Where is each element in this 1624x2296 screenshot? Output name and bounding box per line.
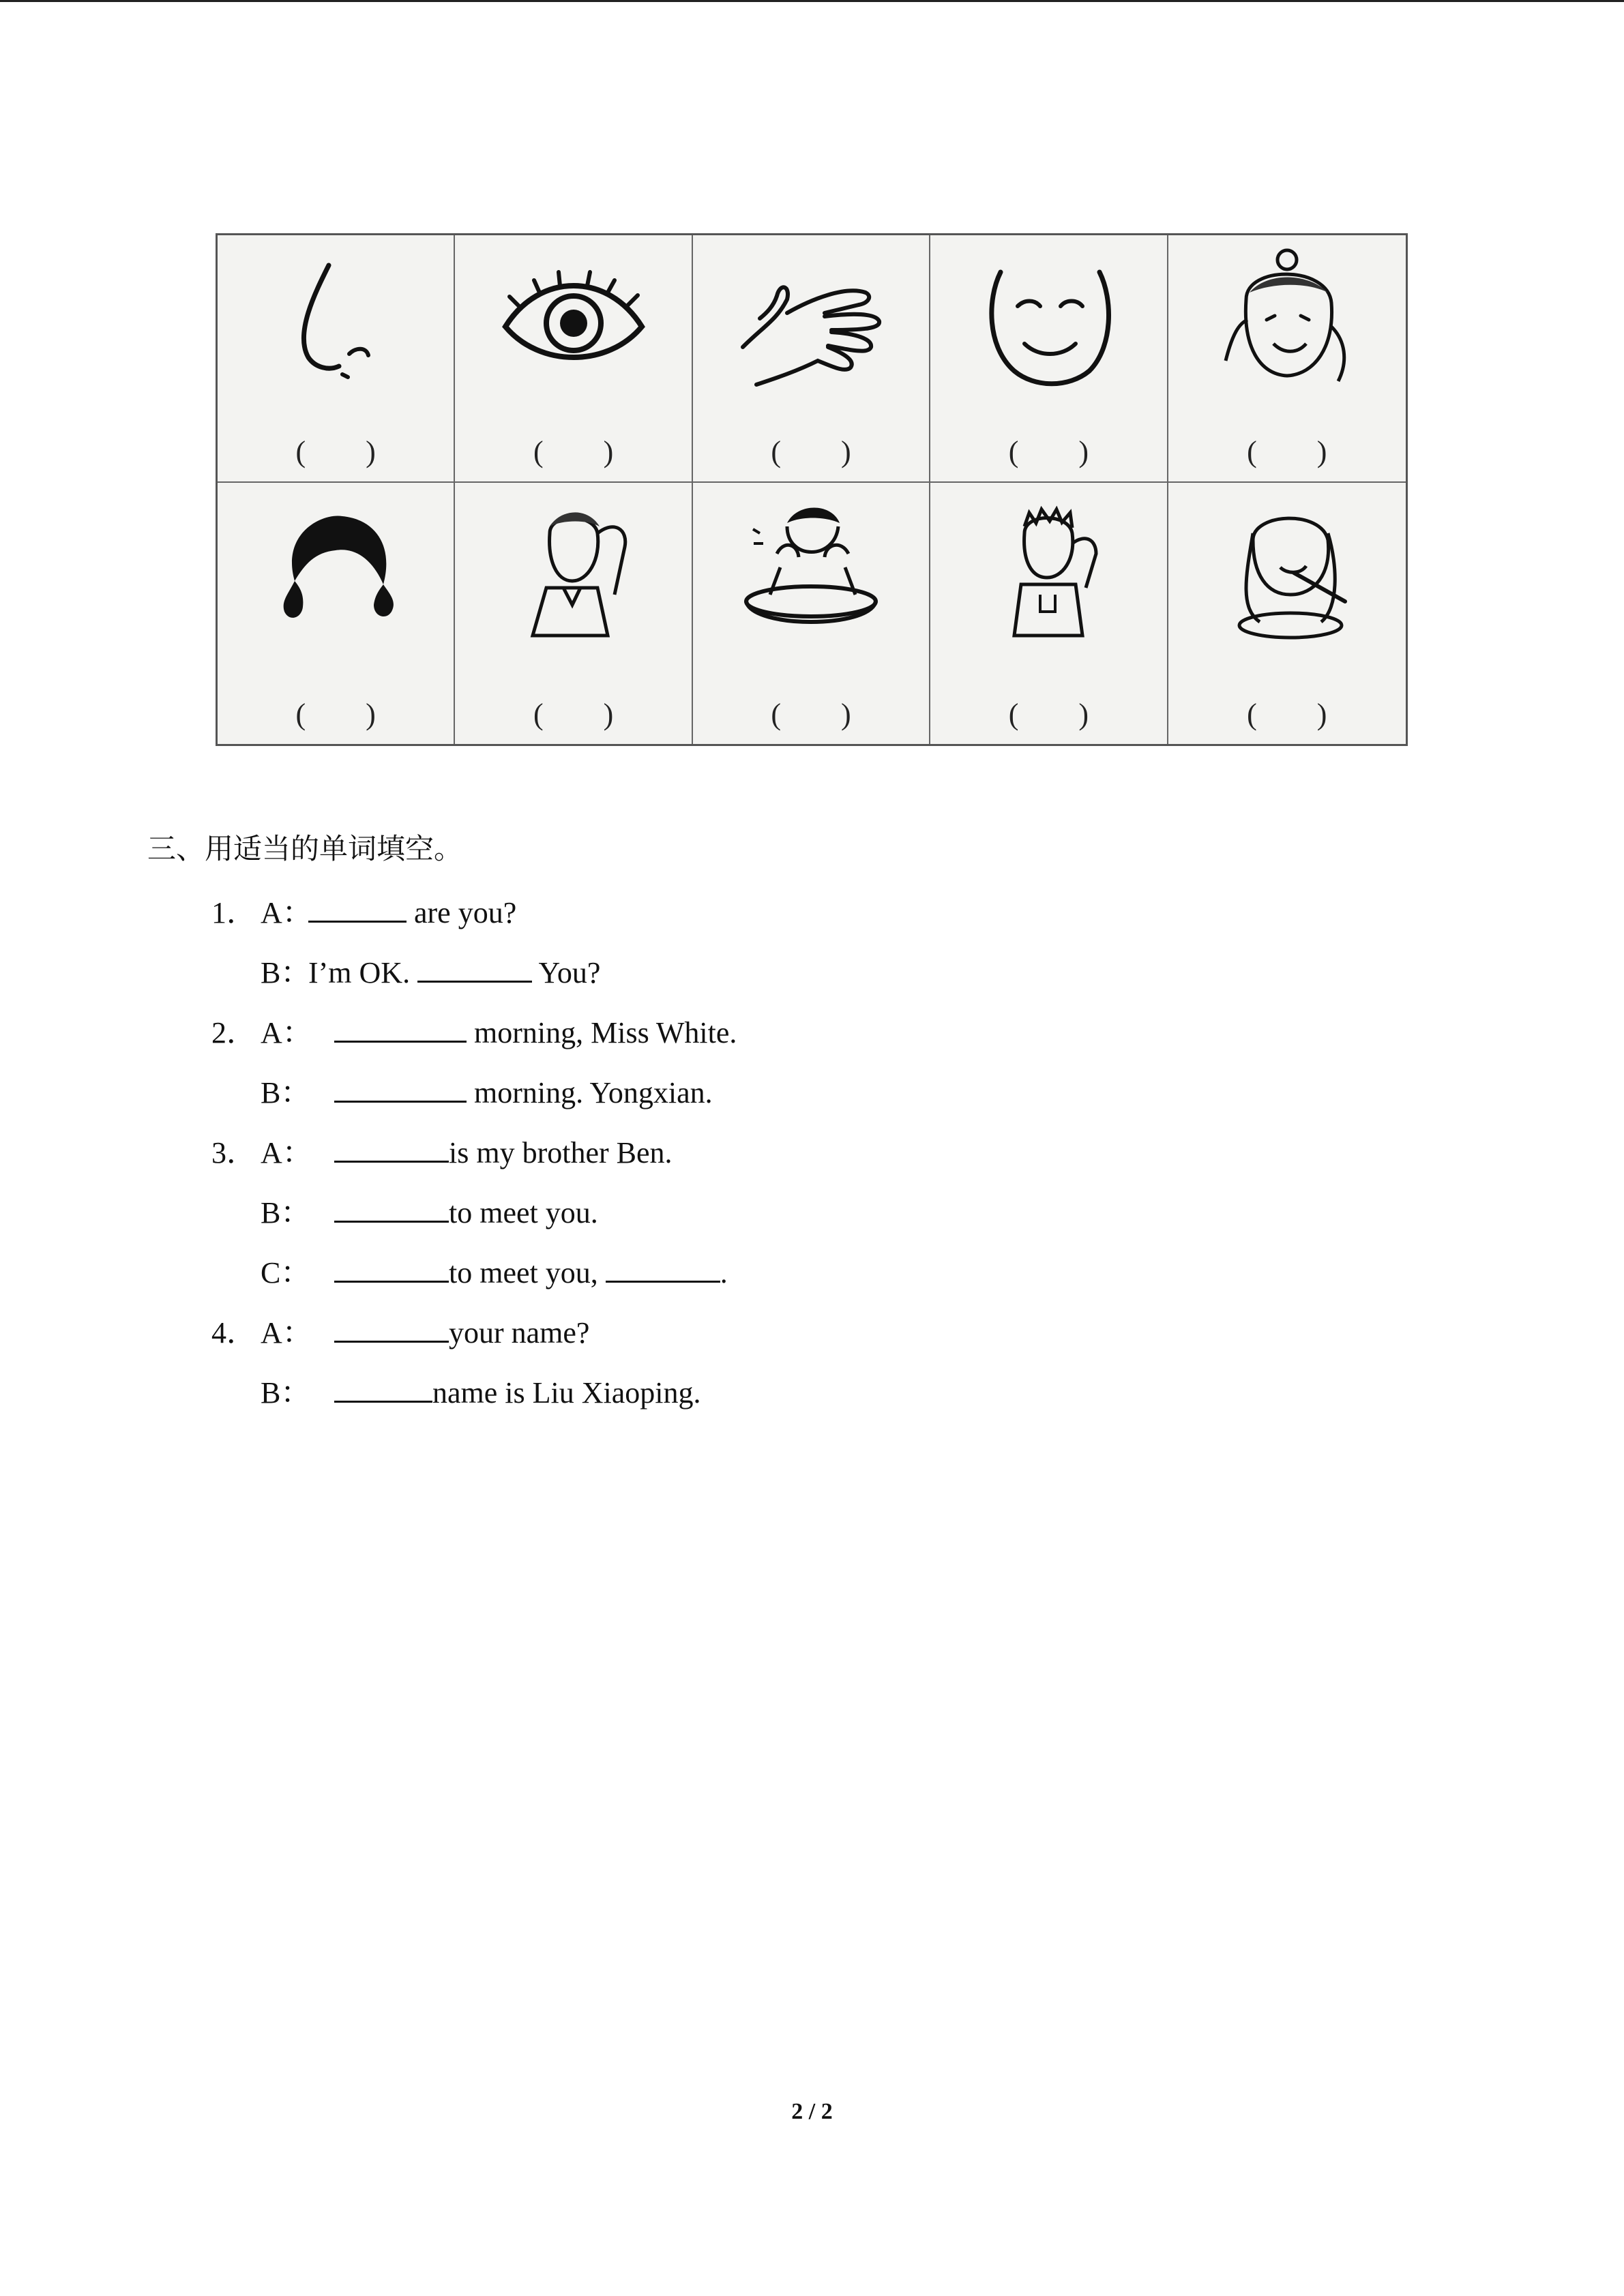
speaker-label: B： (261, 1196, 311, 1229)
speaker-label: B： (261, 1076, 311, 1109)
question-number: 1． (211, 896, 256, 929)
question-text: to meet you, (449, 1256, 606, 1289)
answer-paren[interactable]: ( ) (295, 435, 376, 468)
speaker-label: B： (261, 956, 311, 989)
question-number: 3． (211, 1136, 256, 1169)
picture-cell-teeth (1168, 483, 1406, 744)
picture-cell-hair (218, 483, 455, 744)
question-line (211, 1128, 673, 1172)
answer-blank[interactable] (334, 1257, 449, 1283)
answer-blank[interactable] (308, 897, 407, 923)
picture-cell-eye (455, 235, 692, 483)
question-line (211, 1008, 737, 1052)
girl-brushing-teeth-icon (1198, 492, 1376, 656)
answer-paren[interactable]: ( ) (1247, 698, 1327, 731)
question-line (261, 948, 600, 992)
page-number: 2 / 2 (791, 2099, 833, 2124)
answer-blank[interactable] (334, 1377, 432, 1403)
answer-blank[interactable] (334, 1017, 467, 1043)
answer-blank[interactable] (606, 1257, 720, 1283)
eye-icon (485, 245, 662, 408)
question-number: 2． (211, 1016, 256, 1049)
answer-blank[interactable] (334, 1197, 449, 1223)
picture-cell-ear-point (930, 483, 1168, 744)
question-text: morning. Yongxian. (467, 1076, 713, 1109)
picture-cell-nose (218, 235, 455, 483)
answer-paren[interactable]: ( ) (533, 698, 614, 731)
boy-washing-face-icon (722, 492, 900, 656)
answer-paren[interactable]: ( ) (1247, 435, 1327, 468)
answer-blank[interactable] (417, 957, 532, 983)
picture-cell-ear (1168, 235, 1406, 483)
answer-blank[interactable] (334, 1317, 449, 1343)
answer-paren[interactable]: ( ) (771, 698, 851, 731)
picture-cell-wash-face (693, 483, 930, 744)
question-text: I’m OK. (308, 956, 418, 989)
question-line (211, 1308, 589, 1352)
top-border (0, 0, 1624, 2)
boy-touching-head-icon (485, 492, 662, 656)
hair-icon (247, 492, 424, 656)
hand-icon (722, 245, 900, 408)
answer-blank[interactable] (334, 1077, 467, 1103)
question-text: is my brother Ben. (449, 1136, 673, 1169)
section-title: 三、用适当的单词填空。 (147, 832, 463, 865)
question-text: are you? (407, 896, 517, 929)
speaker-label: B： (261, 1376, 311, 1410)
question-line (261, 1068, 713, 1112)
question-number: 4． (211, 1316, 256, 1350)
picture-cell-hand (693, 235, 930, 483)
answer-blank[interactable] (334, 1137, 449, 1163)
speaker-label: A： (261, 896, 312, 929)
answer-paren[interactable]: ( ) (771, 435, 851, 468)
speaker-label: A： (261, 1316, 312, 1350)
speaker-label: C： (261, 1256, 311, 1289)
picture-cell-face (930, 235, 1168, 483)
question-line (211, 888, 516, 931)
boy-pointing-ear-icon (960, 492, 1137, 656)
question-text: You? (532, 956, 601, 989)
question-text: name is Liu Xiaoping. (432, 1376, 701, 1410)
question-text: . (720, 1256, 728, 1289)
answer-paren[interactable]: ( ) (295, 698, 376, 731)
speaker-label: A： (261, 1136, 312, 1169)
question-text: morning, Miss White. (467, 1016, 737, 1049)
question-line (261, 1188, 598, 1232)
speaker-label: A： (261, 1016, 312, 1049)
answer-paren[interactable]: ( ) (533, 435, 614, 468)
picture-grid (216, 233, 1408, 746)
girl-touching-ear-icon (1198, 245, 1376, 408)
question-line (261, 1368, 701, 1412)
question-line (261, 1248, 728, 1292)
picture-cell-head (455, 483, 692, 744)
question-text: your name? (449, 1316, 590, 1350)
answer-paren[interactable]: ( ) (1008, 698, 1089, 731)
question-text: to meet you. (449, 1196, 598, 1229)
face-icon (960, 245, 1137, 408)
nose-icon (247, 245, 424, 408)
answer-paren[interactable]: ( ) (1008, 435, 1089, 468)
